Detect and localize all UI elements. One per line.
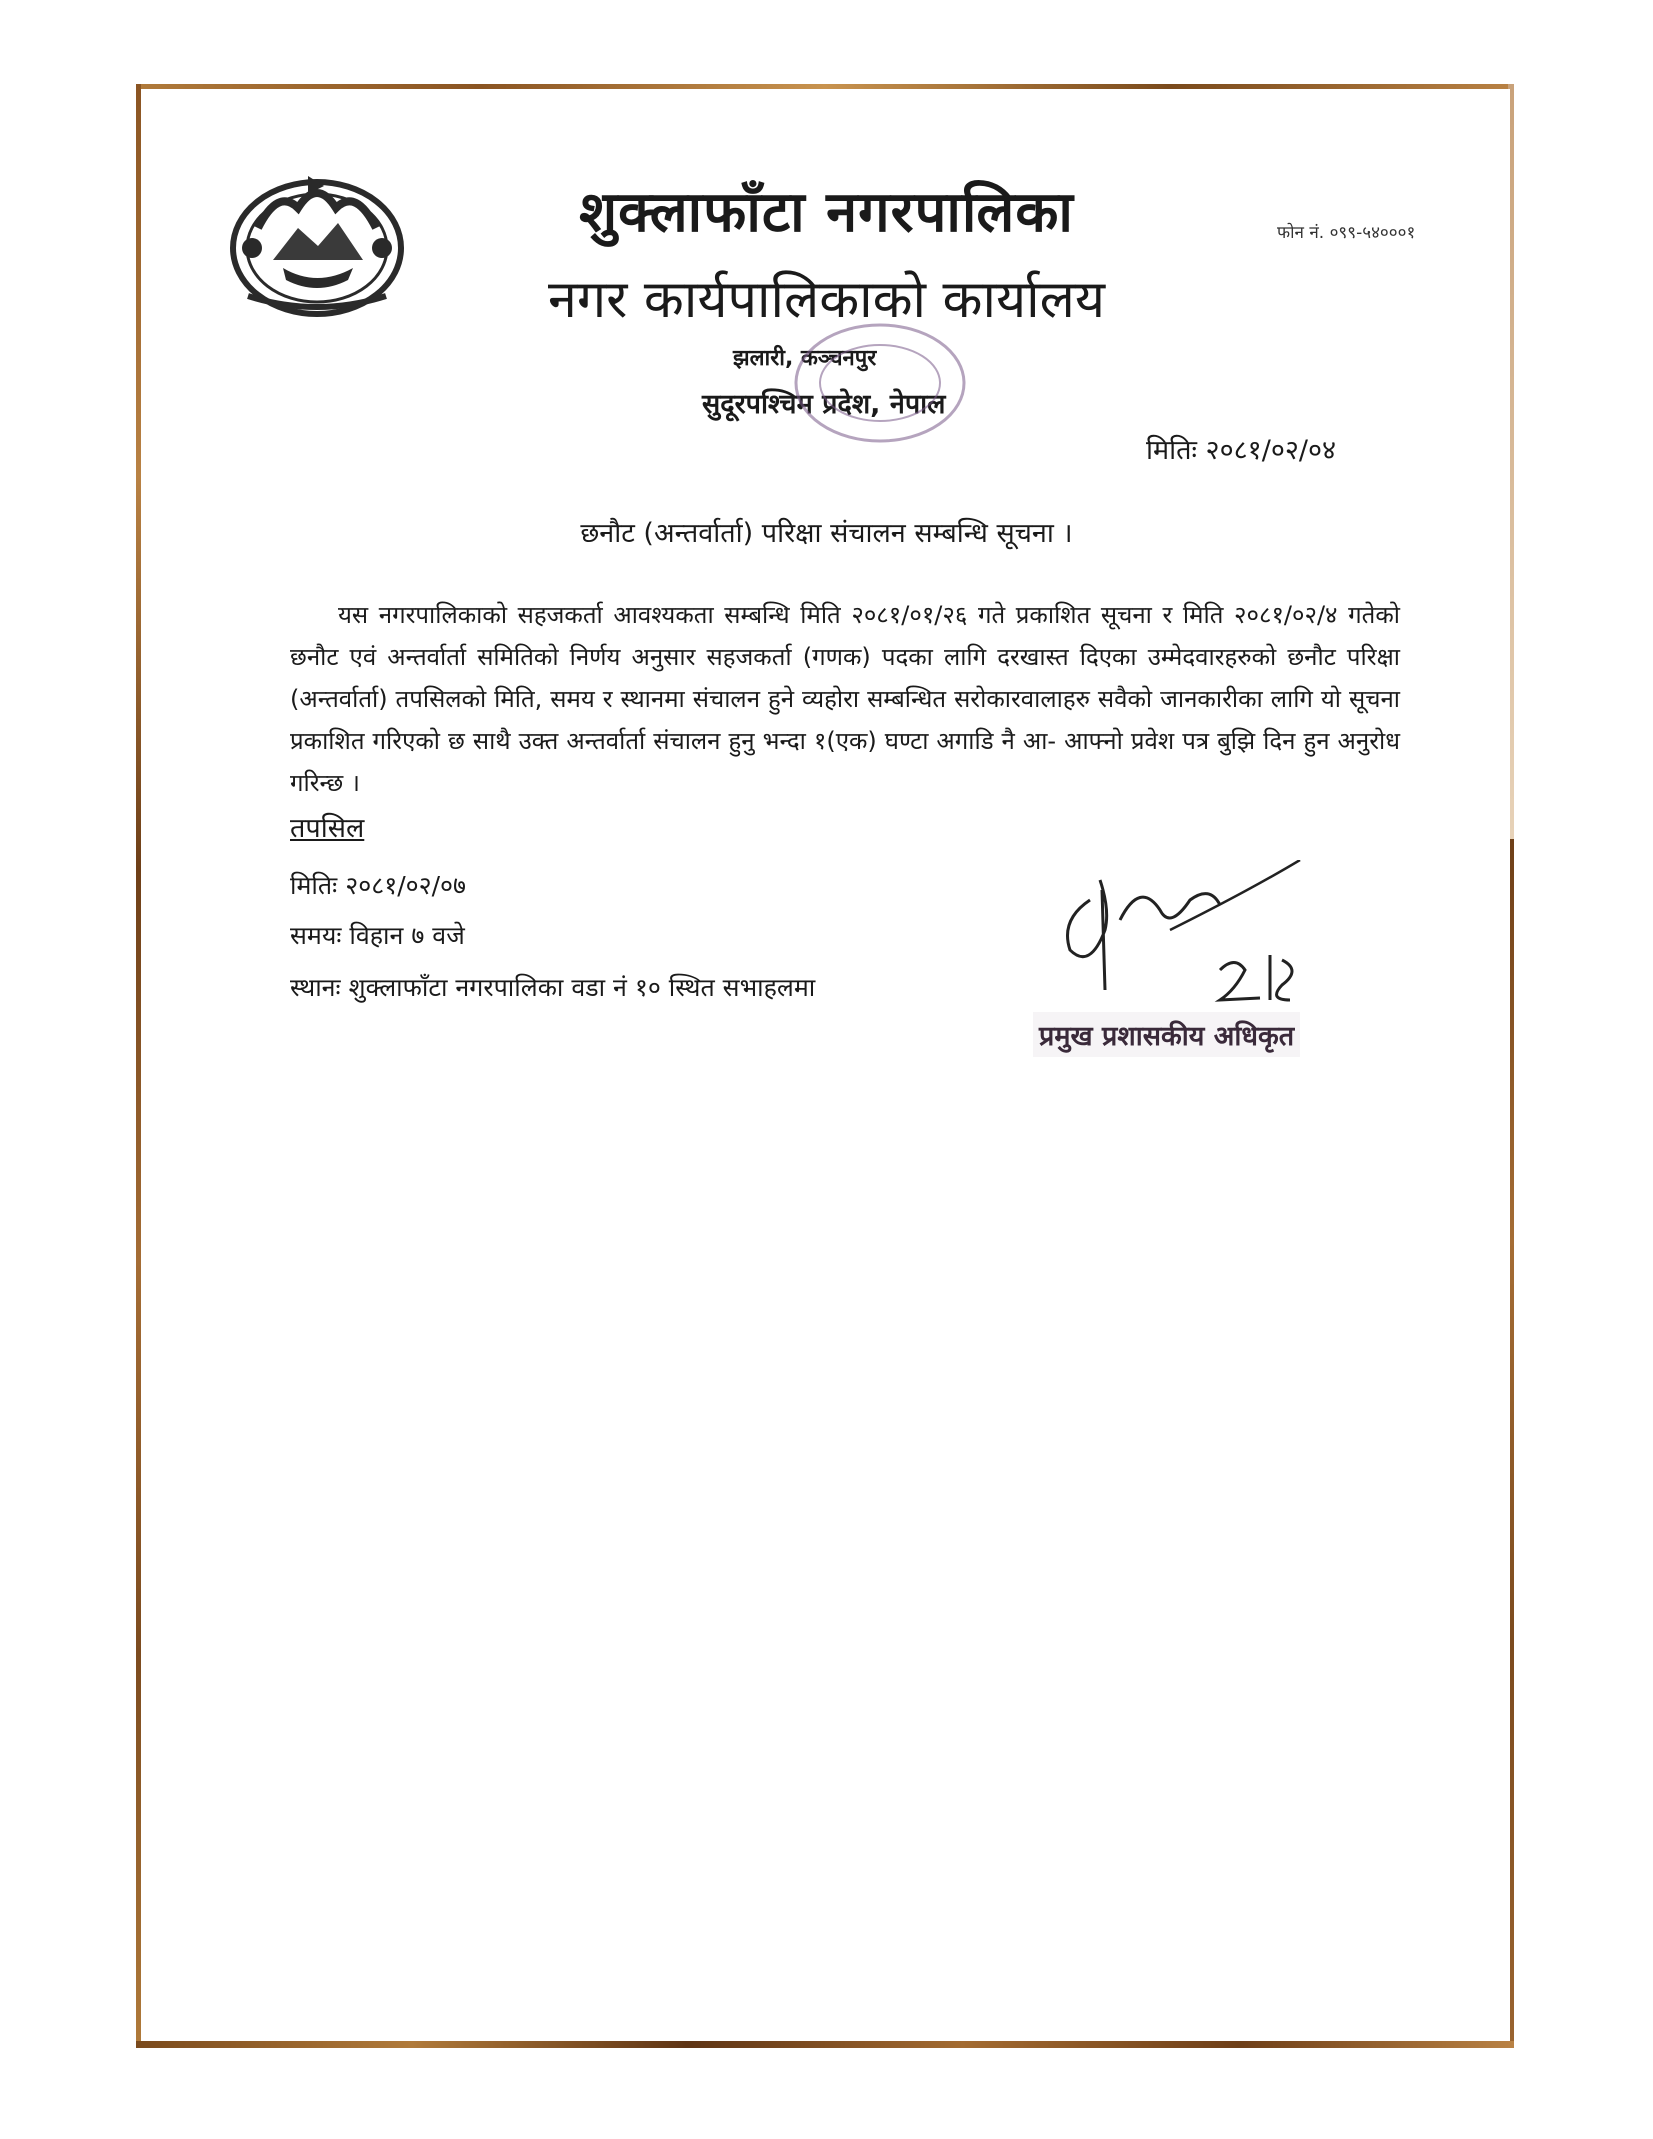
detail-time-label: समयः (290, 921, 342, 950)
signatory-title: प्रमुख प्रशासकीय अधिकृत (1033, 1012, 1300, 1057)
letterhead-title: शुक्लाफाँटा नगरपालिका (579, 180, 1074, 245)
detail-place-label: स्थानः (290, 973, 341, 1002)
office-seal-icon (790, 318, 970, 448)
detail-time (290, 918, 465, 952)
details-heading: तपसिल (290, 813, 365, 844)
phone-number: फोन नं. ०९९-५४०००१ (1277, 223, 1416, 243)
handwritten-signature (1050, 860, 1340, 1010)
letterhead-district: झलारी, कञ्चनपुर (733, 346, 877, 371)
frame-bottom (136, 2041, 1514, 2048)
detail-time-value: विहान ७ वजे (349, 921, 465, 950)
detail-date-label: मितिः (290, 871, 338, 900)
detail-place (290, 970, 815, 1004)
issue-date: मितिः २०८१/०२/०४ (1146, 435, 1337, 466)
detail-date (290, 868, 466, 902)
detail-date-value: २०८१/०२/०७ (345, 871, 467, 900)
detail-place-value: शुक्लाफाँटा नगरपालिका वडा नं १० स्थित सभाहलमा (348, 973, 816, 1002)
notice-title: छनौट (अन्तर्वार्ता) परिक्षा संचालन सम्बन्धि सूचना । (580, 518, 1073, 549)
letterhead-province: सुदूरपश्चिम प्रदेश, नेपाल (702, 389, 946, 420)
letterhead-subtitle: नगर कार्यपालिकाको कार्यालय (547, 270, 1105, 330)
frame-right-lower (1510, 839, 1514, 2046)
notice-body: यस नगरपालिकाको सहजकर्ता आवश्यकता सम्बन्धि मिति २०८१/०१/२६ गते प्रकाशित सूचना र मिति २०८१/०२/४ गतेको छनौट एवं अन्तर्वार्ता समितिको निर्णय अनुसार सहजकर्ता (गणक) पदका लागि दरखास्त दिएका उम्मेदवारहरुको छनौट परिक्षा (अन्तर्वार्ता) तपसिलको मिति, समय र स्थानमा संचालन हुने व्यहोरा सम्बन्धित सरोकारवालाहरु सवैको जानकारीका लागि यो सूचना प्रकाशित गरिएको छ साथै उक्त अन्तर्वार्ता संचालन हुनु भन्दा १(एक) घण्टा अगाडि नै आ- आफ्नो प्रवेश पत्र बुझि दिन हुन अनुरोध गरिन्छ । (290, 601, 1400, 797)
